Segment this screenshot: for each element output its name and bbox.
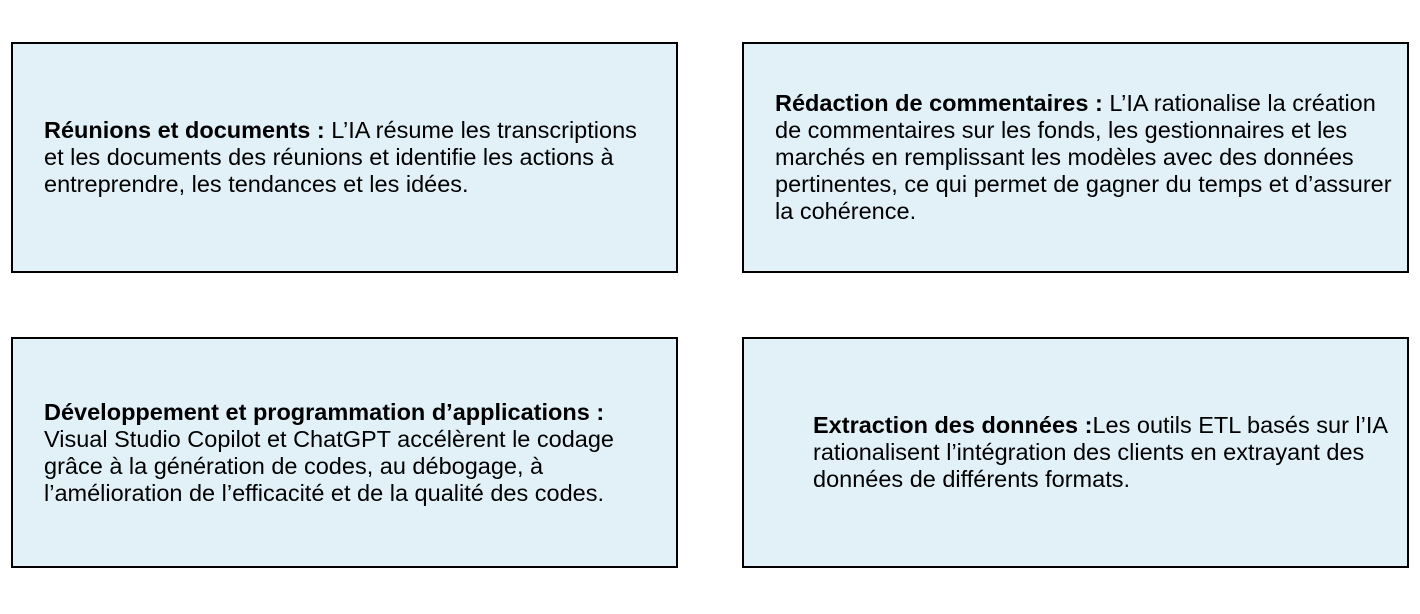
card-body [44,399,668,507]
card-text: L’IA résume les transcriptions et les documents des réunions et identifie les actions à entreprendre, les tendances et les idées. [44,117,637,197]
card-body [44,117,656,198]
card-title: Développement et programmation d’applications : [44,398,605,425]
card-text: L’IA rationalise la création de commentaires sur les fonds, les gestionnaires et les marchés en remplissant les modèles avec des données pertinentes, ce qui permet de gagner du temps et d’assurer la cohérence. [775,90,1392,224]
card-title: Réunions et documents : [44,117,325,143]
card-meetings-documents [11,42,678,273]
card-title: Rédaction de commentaires : [775,90,1103,116]
card-data-extraction [742,337,1409,568]
card-title: Extraction des données : [813,412,1093,438]
card-body [775,90,1399,225]
card-commentary-writing [742,42,1409,273]
card-text: Les outils ETL basés sur l’IA rationalisent l’intégration des clients en extrayant des données de différents formats. [813,412,1387,492]
card-app-development [11,337,678,568]
card-body [813,412,1387,493]
card-text: Visual Studio Copilot et ChatGPT accélèrent le codage grâce à la génération de codes, au débogage, à l’amélioration de l’efficacité et de la qualité des codes. [44,425,615,506]
